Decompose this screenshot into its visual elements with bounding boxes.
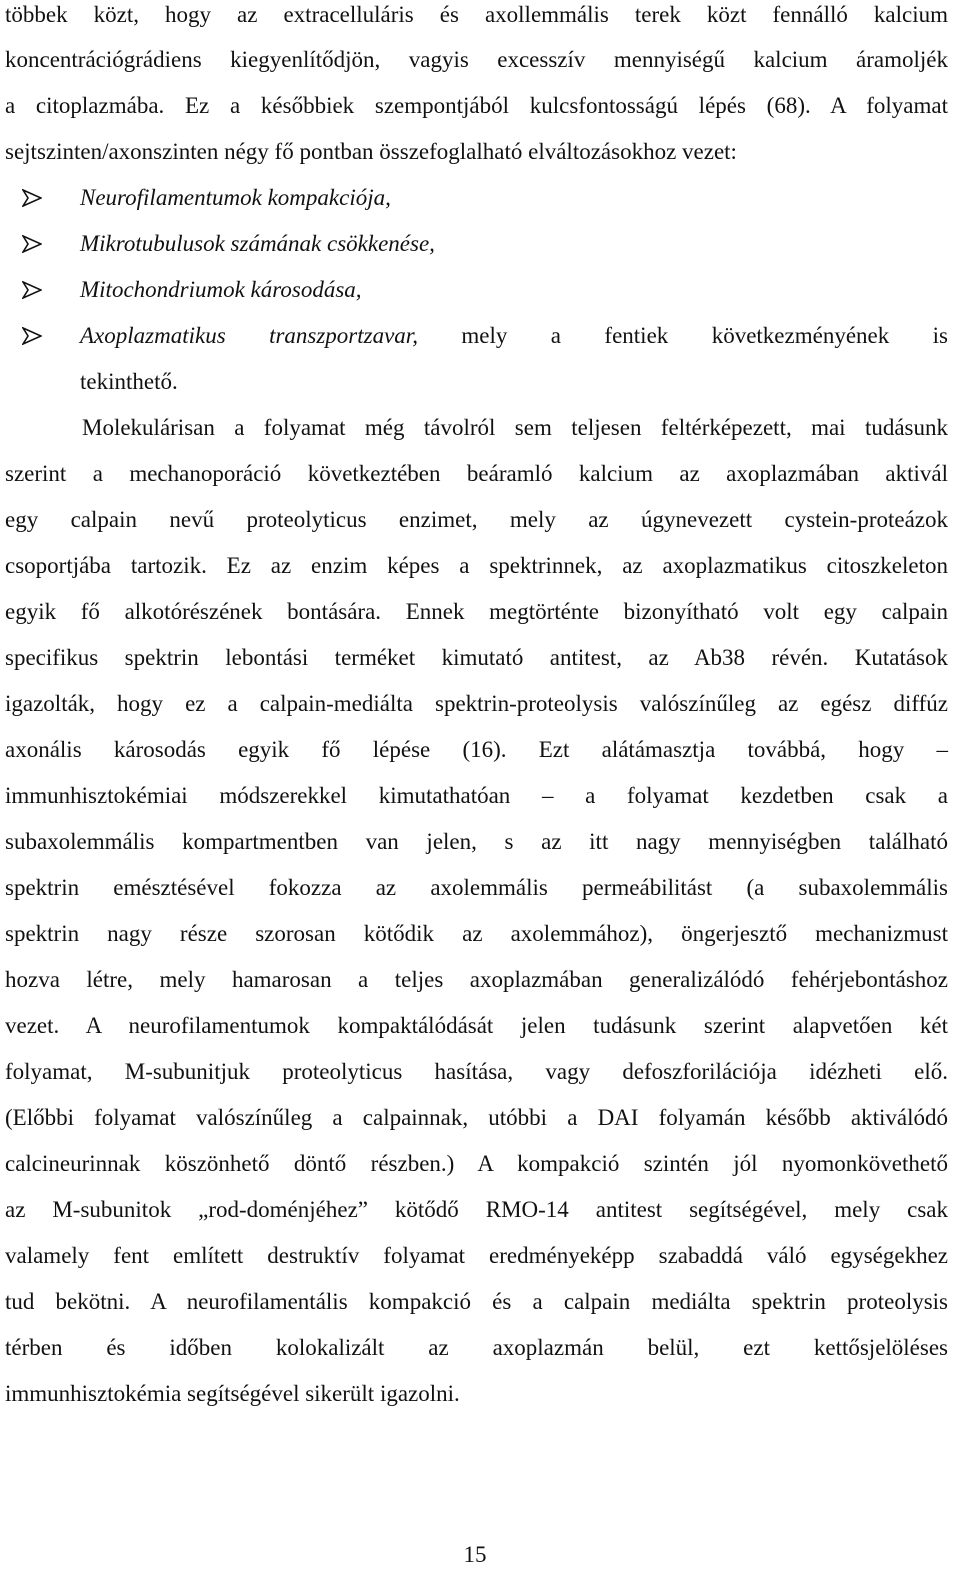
paragraph-2-line-3: egy calpain nevű proteolyticus enzimet, mely az úgynevezett cystein-proteázok	[5, 507, 948, 532]
paragraph-2-line-8: axonális károsodás egyik fő lépése (16). Ezt alátámasztja továbbá, hogy –	[5, 737, 948, 762]
bullet-item-text: Mitochondriumok károsodása,	[80, 277, 362, 302]
paragraph-2-line-12: spektrin nagy része szorosan kötődik az axolemmához), öngerjesztő mechanizmust	[5, 921, 948, 946]
bullet-item	[22, 321, 948, 351]
paragraph-2-line-6: specifikus spektrin lebontási terméket kimutató antitest, az Ab38 révén. Kutatások	[5, 645, 948, 670]
page-number: 15	[463, 1542, 487, 1567]
paragraph-2-line-2: szerint a mechanoporáció következtében beáramló kalcium az axoplazmában aktivál	[5, 461, 948, 486]
paragraph-1-line-3: a citoplazmába. Ez a későbbiek szempontjából kulcsfontosságú lépés (68). A folyamat	[5, 93, 948, 118]
paragraph-2-line-21: térben és időben kolokalizált az axoplazmán belül, ezt kettősjelöléses	[5, 1335, 948, 1360]
bullet-item-text: Neurofilamentumok kompakciója,	[80, 185, 391, 210]
arrowhead-bullet-icon	[22, 235, 42, 253]
paragraph-2-line-5: egyik fő alkotórészének bontására. Ennek megtörténte bizonyítható volt egy calpain	[5, 599, 948, 624]
bullet-item-regular-part: mely a fentiek következményének is	[417, 323, 948, 348]
paragraph-2-line-9: immunhisztokémiai módszerekkel kimutathatóan – a folyamat kezdetben csak a	[5, 783, 948, 808]
paragraph-2-line-7: igazolták, hogy ez a calpain-mediálta spektrin-proteolysis valószínűleg az egész diffúz	[5, 691, 948, 716]
arrowhead-bullet-icon	[22, 281, 42, 299]
paragraph-2-line-16: (Előbbi folyamat valószínűleg a calpainnak, utóbbi a DAI folyamán később aktiválódó	[5, 1105, 948, 1130]
bullet-item-italic-part: Axoplazmatikus transzportzavar,	[80, 323, 418, 348]
arrowhead-bullet-icon	[22, 189, 42, 207]
bullet-item-continuation: tekinthető.	[80, 369, 178, 394]
bullet-item-text: Mikrotubulusok számának csökkenése,	[80, 231, 435, 256]
paragraph-2-line-11: spektrin emésztésével fokozza az axolemmális permeábilitást (a subaxolemmális	[5, 875, 948, 900]
paragraph-2-line-18: az M-subunitok „rod-doménjéhez” kötődő RMO-14 antitest segítségével, mely csak	[5, 1197, 948, 1222]
paragraph-2-line-1: Molekulárisan a folyamat még távolról sem teljesen feltérképezett, mai tudásunk	[82, 415, 948, 440]
paragraph-1-line-1: többek közt, hogy az extracelluláris és axollemmális terek közt fennálló kalcium	[5, 2, 948, 27]
paragraph-2-line-4: csoportjába tartozik. Ez az enzim képes a spektrinnek, az axoplazmatikus citoszkeleton	[5, 553, 948, 578]
paragraph-2-line-13: hozva létre, mely hamarosan a teljes axoplazmában generalizálódó fehérjebontáshoz	[5, 967, 948, 992]
paragraph-2-line-20: tud bekötni. A neurofilamentális kompakció és a calpain mediálta spektrin proteolysis	[5, 1289, 948, 1314]
bullet-item-text	[80, 321, 948, 351]
paragraph-2-line-19: valamely fent említett destruktív folyamat eredményeképp szabaddá váló egységekhez	[5, 1243, 948, 1268]
paragraph-2-line-10: subaxolemmális kompartmentben van jelen, s az itt nagy mennyiségben található	[5, 829, 948, 854]
paragraph-1-line-2: koncentrációgrádiens kiegyenlítődjön, vagyis excesszív mennyiségű kalcium áramoljék	[5, 47, 948, 72]
paragraph-2-line-15: folyamat, M-subunitjuk proteolyticus hasítása, vagy defoszforilációja idézheti elő.	[5, 1059, 948, 1084]
arrowhead-bullet-icon	[22, 327, 42, 345]
paragraph-2-line-14: vezet. A neurofilamentumok kompaktálódását jelen tudásunk szerint alapvetően két	[5, 1013, 948, 1038]
paragraph-2-line-17: calcineurinnak köszönhető döntő részben.) A kompakció szintén jól nyomonkövethető	[5, 1151, 948, 1176]
paragraph-1-line-4: sejtszinten/axonszinten négy fő pontban összefoglalható elváltozásokhoz vezet:	[5, 139, 737, 164]
bullet-item	[22, 275, 948, 305]
bullet-item	[22, 229, 948, 259]
bullet-item	[22, 183, 948, 213]
paragraph-2-line-22: immunhisztokémia segítségével sikerült igazolni.	[5, 1381, 460, 1406]
